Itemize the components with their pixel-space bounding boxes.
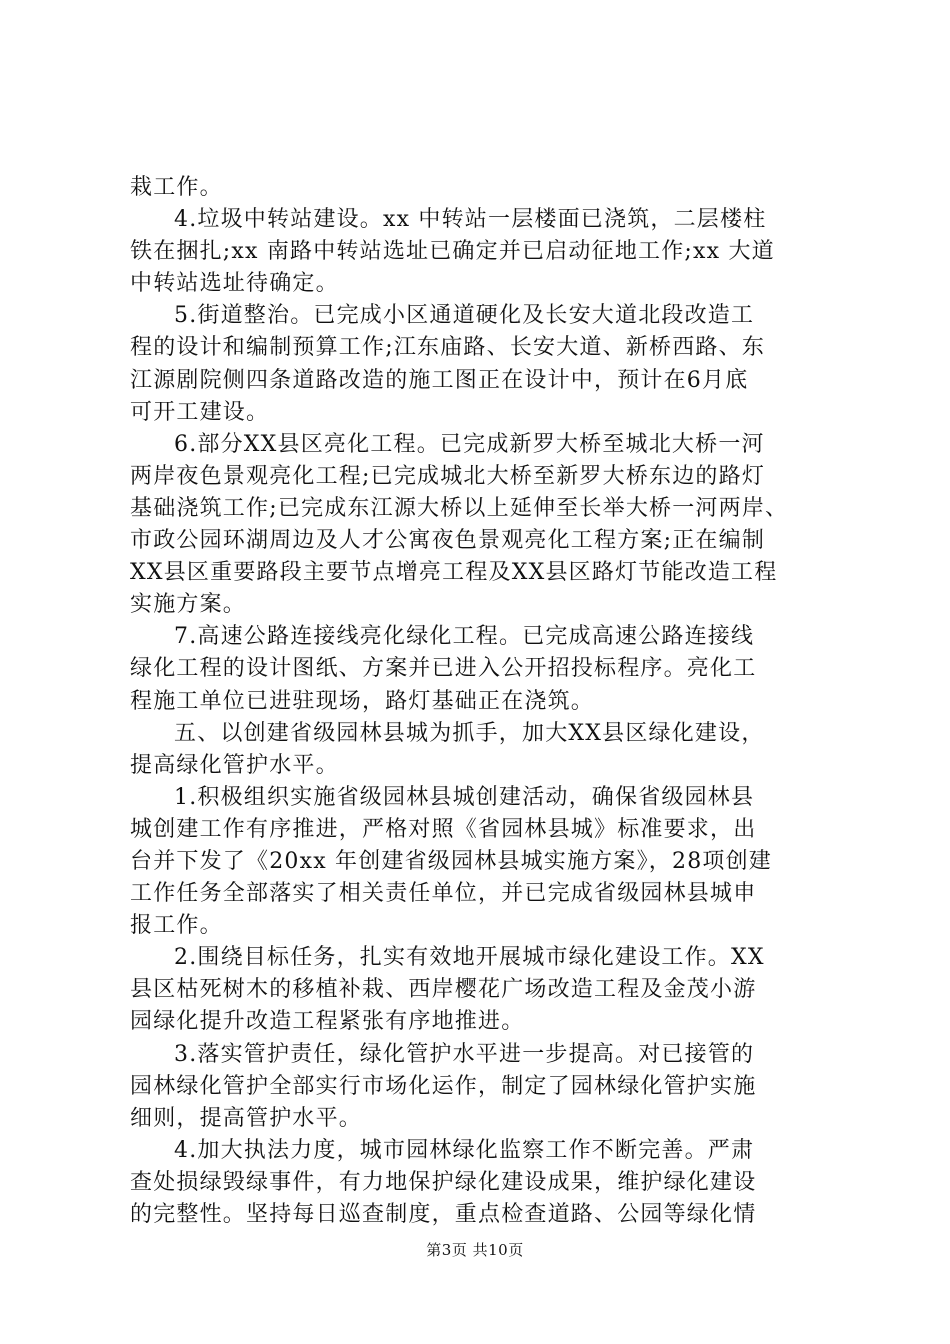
text-line: 江源剧院侧四条道路改造的施工图正在设计中，预计在6月底 <box>130 367 749 393</box>
text-line: 城创建工作有序推进，严格对照《省园林县城》标准要求，出 <box>130 816 757 842</box>
text-line: 查处损绿毁绿事件，有力地保护绿化建设成果，维护绿化建设 <box>130 1169 757 1195</box>
text-line: 报工作。 <box>130 913 223 939</box>
text-line: 1.积极组织实施省级园林县城创建活动，确保省级园林县 <box>174 784 755 810</box>
text-line: 2.围绕目标任务，扎实有效地开展城市绿化建设工作。XX <box>174 945 765 971</box>
text-line: 细则，提高管护水平。 <box>130 1105 363 1131</box>
text-line: 6.部分XX县区亮化工程。已完成新罗大桥至城北大桥一河 <box>174 431 765 457</box>
text-line: 栽工作。 <box>130 175 223 200</box>
page-footer: 第3页 共10页 <box>426 1241 524 1259</box>
document-body <box>130 172 830 1231</box>
text-line: 程的设计和编制预算工作;江东庙路、长安大道、新桥西路、东 <box>130 335 766 361</box>
text-line: 提高绿化管护水平。 <box>130 752 339 778</box>
text-line: 7.高速公路连接线亮化绿化工程。已完成高速公路连接线 <box>174 624 755 650</box>
text-line: 县区枯死树木的移植补栽、西岸樱花广场改造工程及金茂小游 <box>130 977 757 1003</box>
text-line: 五、以创建省级园林县城为抓手，加大XX县区绿化建设， <box>174 720 765 746</box>
text-line: 绿化工程的设计图纸、方案并已进入公开招投标程序。亮化工 <box>130 656 757 682</box>
text-line: 4.垃圾中转站建设。xx 中转站一层楼面已浇筑，二层楼柱 <box>174 207 767 233</box>
text-line: 程施工单位已进驻现场，路灯基础正在浇筑。 <box>130 688 595 714</box>
text-line: 5.街道整治。已完成小区通道硬化及长安大道北段改造工 <box>174 303 755 329</box>
text-line: 市政公园环湖周边及人才公寓夜色景观亮化工程方案;正在编制 <box>130 528 766 554</box>
text-line: 中转站选址待确定。 <box>130 271 339 297</box>
text-line: 铁在捆扎;xx 南路中转站选址已确定并已启动征地工作;xx 大道 <box>130 239 775 265</box>
text-line: 工作任务全部落实了相关责任单位，并已完成省级园林县城申 <box>130 881 757 907</box>
text-line: 可开工建设。 <box>130 399 270 425</box>
text-line: 3.落实管护责任，绿化管护水平进一步提高。对已接管的 <box>174 1041 755 1067</box>
text-line: 台并下发了《20xx 年创建省级园林县城实施方案》，28项创建 <box>130 848 772 874</box>
text-line: 的完整性。坚持每日巡查制度，重点检查道路、公园等绿化情 <box>130 1202 757 1227</box>
text-line: 园林绿化管护全部实行市场化运作，制定了园林绿化管护实施 <box>130 1073 757 1099</box>
text-line: 园绿化提升改造工程紧张有序地推进。 <box>130 1009 525 1035</box>
text-line: 实施方案。 <box>130 592 247 618</box>
text-line: XX县区重要路段主要节点增亮工程及XX县区路灯节能改造工程 <box>130 560 778 586</box>
text-line: 4.加大执法力度，城市园林绿化监察工作不断完善。严肃 <box>174 1137 755 1163</box>
text-line: 两岸夜色景观亮化工程;已完成城北大桥至新罗大桥东边的路灯 <box>130 463 766 489</box>
text-line: 基础浇筑工作;已完成东江源大桥以上延伸至长举大桥一河两岸、 <box>130 495 789 521</box>
document-text <box>130 172 830 1231</box>
